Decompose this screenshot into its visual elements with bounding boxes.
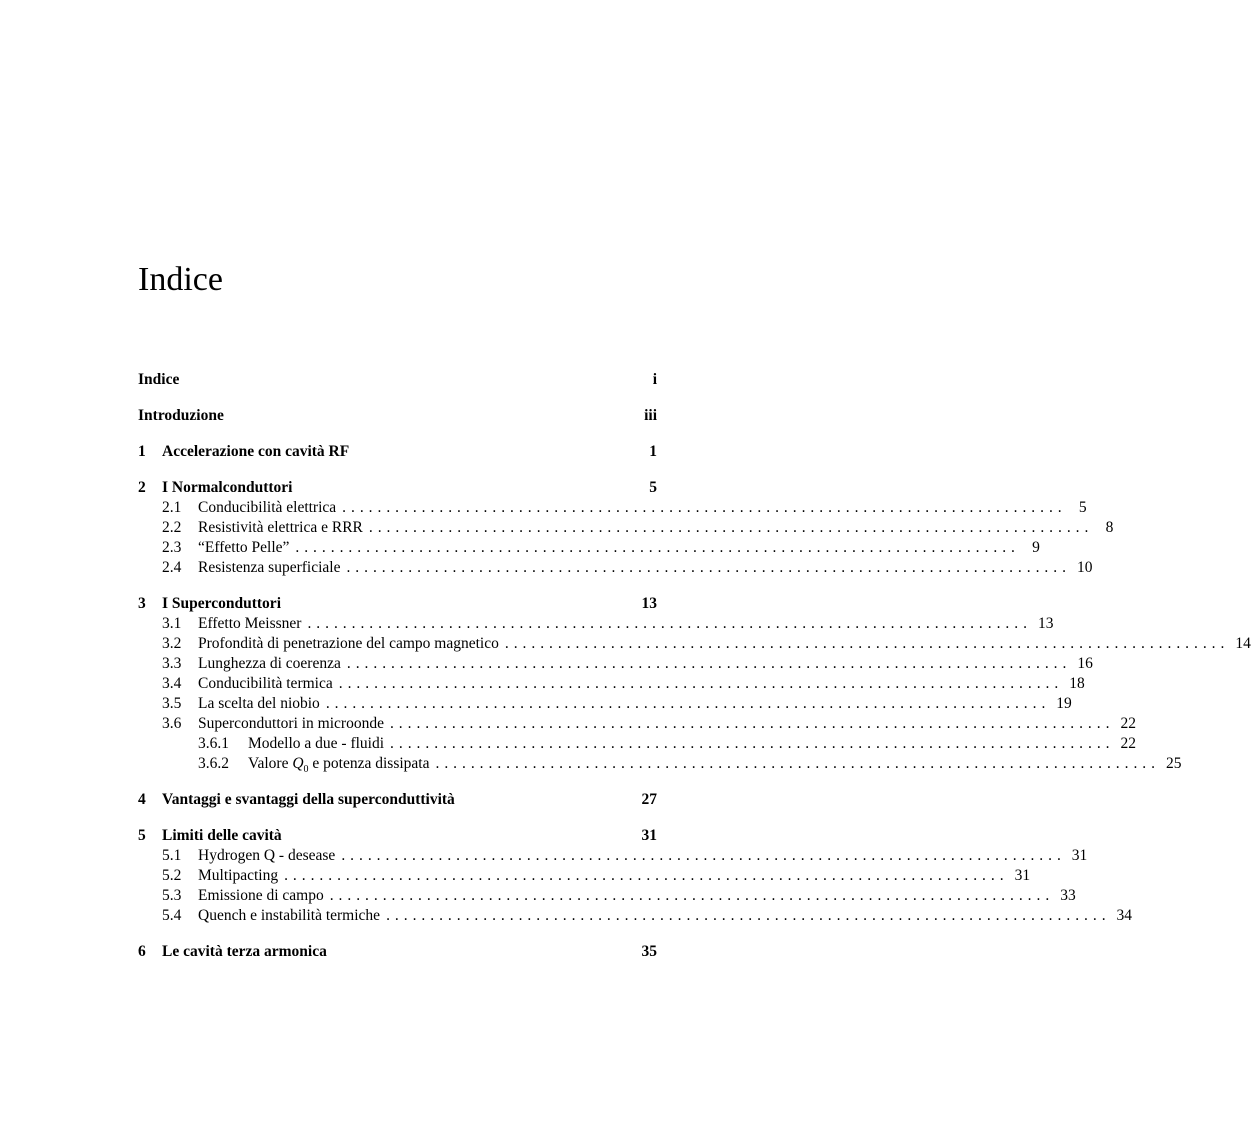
entry-title: I Superconduttori xyxy=(162,595,281,612)
entry-title: Conducibilità termica xyxy=(198,675,333,692)
dot-leader: .................................................................................. xyxy=(435,755,1160,772)
section-number: 5.1 xyxy=(162,847,182,864)
toc-chapter-4[interactable] xyxy=(138,790,657,810)
toc-section-2-4[interactable] xyxy=(138,558,1093,578)
entry-title: Hydrogen Q - desease xyxy=(198,847,336,864)
entry-title: Accelerazione con cavità RF xyxy=(162,443,350,460)
entry-page: 8 xyxy=(1105,519,1114,536)
toc-section-3-1[interactable] xyxy=(138,614,1054,634)
entry-title: Resistività elettrica e RRR xyxy=(198,519,363,536)
entry-title: Profondità di penetrazione del campo magnetico xyxy=(198,635,499,652)
entry-page: 5 xyxy=(649,479,657,496)
chapter-number: 3 xyxy=(138,595,146,612)
page-title: Indice xyxy=(138,261,223,298)
toc-section-3-5[interactable] xyxy=(138,694,1072,714)
entry-page: 22 xyxy=(1120,735,1137,752)
toc-section-2-2[interactable] xyxy=(138,518,1114,538)
dot-leader: .................................................................................. xyxy=(295,539,1020,556)
chapter-number: 6 xyxy=(138,943,146,960)
entry-page: 9 xyxy=(1032,539,1040,556)
section-number: 2.1 xyxy=(162,499,182,516)
toc-section-3-6[interactable] xyxy=(138,714,1136,734)
entry-page: 13 xyxy=(641,595,657,612)
entry-title: I Normalconduttori xyxy=(162,479,293,496)
entry-title: Emissione di campo xyxy=(198,887,324,904)
toc-section-2-3[interactable] xyxy=(138,538,1040,558)
dot-leader: .................................................................................. xyxy=(342,499,1067,516)
dot-leader: .................................................................................. xyxy=(346,655,1072,672)
toc-section-5-4[interactable] xyxy=(138,906,1133,926)
toc-chapter-1[interactable] xyxy=(138,442,657,462)
entry-title: Superconduttori in microonde xyxy=(198,715,384,732)
entry-page: 33 xyxy=(1060,887,1076,904)
math-variable: Q xyxy=(292,755,304,772)
section-number: 3.6 xyxy=(162,715,182,732)
toc-section-5-1[interactable] xyxy=(138,846,1088,866)
entry-title: La scelta del niobio xyxy=(198,695,320,712)
entry-page: 31 xyxy=(1014,867,1031,884)
toc-section-3-4[interactable] xyxy=(138,674,1085,694)
dot-leader: .................................................................................. xyxy=(307,615,1032,632)
dot-leader: .................................................................................. xyxy=(341,847,1066,864)
dot-leader: .................................................................................. xyxy=(329,887,1055,904)
entry-page: 27 xyxy=(641,791,657,808)
entry-page: 35 xyxy=(641,943,657,960)
entry-title: Indice xyxy=(138,371,180,388)
entry-page: 14 xyxy=(1235,635,1251,652)
entry-page: 16 xyxy=(1077,655,1093,672)
dot-leader: .................................................................................. xyxy=(504,635,1230,652)
subsection-number: 3.6.1 xyxy=(198,735,229,752)
entry-title: Multipacting xyxy=(198,867,279,884)
toc-subsection-3-6-1[interactable] xyxy=(138,734,1137,754)
toc-subsection-3-6-2[interactable] xyxy=(138,754,1182,776)
section-number: 3.2 xyxy=(162,635,182,652)
entry-page: 31 xyxy=(1071,847,1088,864)
chapter-number: 1 xyxy=(138,443,146,460)
title-text-post: e potenza dissipata xyxy=(308,755,430,772)
toc-entry-introduzione[interactable] xyxy=(138,406,657,426)
dot-leader: .................................................................................. xyxy=(284,867,1009,884)
entry-page: 18 xyxy=(1069,675,1085,692)
dot-leader: .................................................................................. xyxy=(368,519,1094,536)
dot-leader: .................................................................................. xyxy=(338,675,1064,692)
math-subscript: 0 xyxy=(303,764,309,776)
chapter-number: 5 xyxy=(138,827,146,844)
chapter-number: 4 xyxy=(138,791,146,808)
entry-title: Modello a due - fluidi xyxy=(248,735,385,752)
entry-page: 19 xyxy=(1056,695,1072,712)
toc-chapter-2[interactable] xyxy=(138,478,657,498)
toc-section-3-3[interactable] xyxy=(138,654,1093,674)
section-number: 2.3 xyxy=(162,539,182,556)
dot-leader: .................................................................................. xyxy=(390,735,1115,752)
section-number: 3.5 xyxy=(162,695,182,712)
toc-section-2-1[interactable] xyxy=(138,498,1087,518)
section-number: 2.2 xyxy=(162,519,182,536)
section-number: 3.4 xyxy=(162,675,182,692)
entry-title: Le cavità terza armonica xyxy=(162,943,327,960)
entry-page: i xyxy=(652,371,657,388)
dot-leader: .................................................................................. xyxy=(346,559,1071,576)
entry-page: 10 xyxy=(1076,559,1093,576)
section-number: 5.4 xyxy=(162,907,182,924)
entry-page: 5 xyxy=(1078,499,1087,516)
chapter-number: 2 xyxy=(138,479,146,496)
entry-title: Lunghezza di coerenza xyxy=(198,655,341,672)
entry-page: 25 xyxy=(1165,755,1182,772)
toc-section-5-2[interactable] xyxy=(138,866,1031,886)
entry-page: 22 xyxy=(1120,715,1136,732)
subsection-number: 3.6.2 xyxy=(198,755,229,772)
entry-page: 34 xyxy=(1116,907,1133,924)
toc-chapter-6[interactable] xyxy=(138,942,657,962)
entry-title: Resistenza superficiale xyxy=(198,559,341,576)
entry-title: Introduzione xyxy=(138,407,224,424)
toc-section-5-3[interactable] xyxy=(138,886,1076,906)
toc-chapter-3[interactable] xyxy=(138,594,657,614)
dot-leader: .................................................................................. xyxy=(389,715,1115,732)
entry-page: 31 xyxy=(641,827,657,844)
section-number: 3.3 xyxy=(162,655,182,672)
table-of-contents xyxy=(138,0,1251,1123)
toc-section-3-2[interactable] xyxy=(138,634,1251,654)
entry-title: “Effetto Pelle” xyxy=(198,539,290,556)
toc-entry-indice[interactable] xyxy=(138,370,657,390)
entry-page: iii xyxy=(644,407,657,424)
section-number: 5.2 xyxy=(162,867,182,884)
section-number: 5.3 xyxy=(162,887,182,904)
entry-page: 13 xyxy=(1037,615,1054,632)
entry-title: Quench e instabilità termiche xyxy=(198,907,381,924)
entry-title: Limiti delle cavità xyxy=(162,827,282,844)
entry-title: Conducibilità elettrica xyxy=(198,499,337,516)
dot-leader: .................................................................................. xyxy=(325,695,1051,712)
toc-chapter-5[interactable] xyxy=(138,826,657,846)
entry-title xyxy=(248,754,429,774)
title-text-pre: Valore xyxy=(248,755,293,772)
entry-page: 1 xyxy=(649,443,657,460)
entry-title: Vantaggi e svantaggi della superconduttività xyxy=(162,791,455,808)
dot-leader: .................................................................................. xyxy=(386,907,1111,924)
section-number: 2.4 xyxy=(162,559,182,576)
section-number: 3.1 xyxy=(162,615,182,632)
entry-title: Effetto Meissner xyxy=(198,615,302,632)
